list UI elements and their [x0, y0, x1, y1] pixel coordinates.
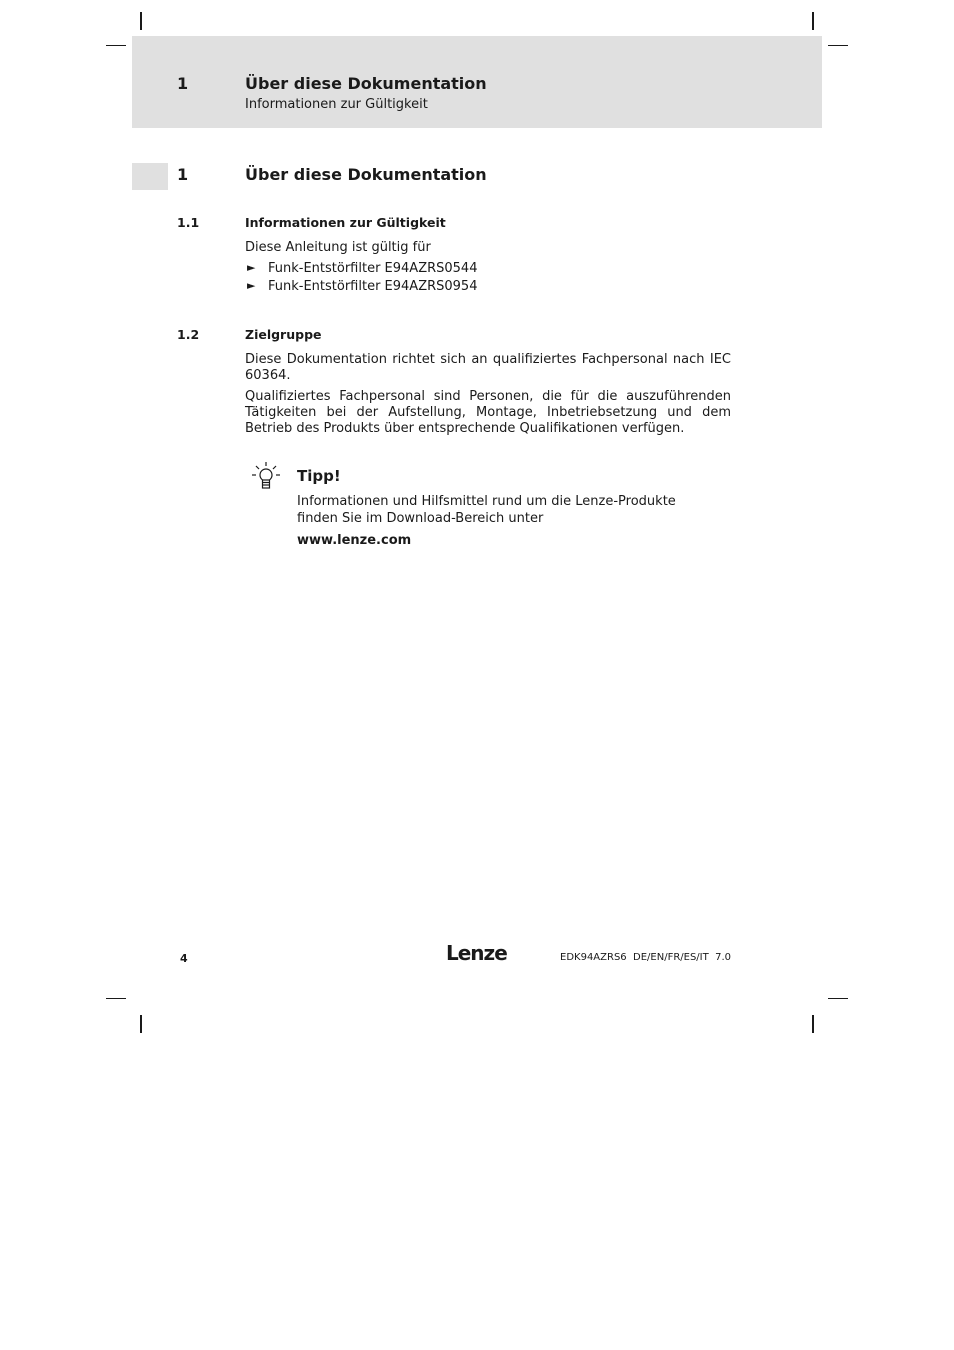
- section-number: 1.2: [177, 327, 200, 342]
- triangle-bullet-icon: ►: [247, 261, 256, 274]
- chapter-number: 1: [177, 165, 189, 184]
- tip-title: Tipp!: [297, 467, 341, 485]
- section-title: Zielgruppe: [245, 327, 322, 342]
- triangle-bullet-icon: ►: [247, 279, 256, 292]
- tip-link[interactable]: www.lenze.com: [297, 533, 412, 548]
- section-intro: Diese Anleitung ist gültig für: [245, 240, 431, 255]
- crop-mark: [812, 12, 814, 30]
- chapter-marker: [132, 163, 168, 190]
- header-subtitle: Informationen zur Gültigkeit: [245, 97, 428, 112]
- header-chapter-number: 1: [177, 74, 189, 93]
- tip-text: Informationen und Hilfsmittel rund um die Lenze-Produkte finden Sie im Download-Bereich unter: [297, 494, 676, 526]
- section-number: 1.1: [177, 215, 200, 230]
- document-id: EDK94AZRS6 DE/EN/FR/ES/IT 7.0: [560, 952, 731, 963]
- crop-mark: [140, 1015, 142, 1033]
- crop-mark: [106, 998, 126, 999]
- page-number: 4: [180, 952, 188, 965]
- paragraph: Diese Dokumentation richtet sich an qualifiziertes Fachpersonal nach IEC 60364.: [245, 352, 731, 383]
- lightbulb-icon: [250, 460, 284, 492]
- lenze-logo: Lenze: [446, 941, 507, 965]
- list-item: ► Funk-Entstörfilter E94AZRS0544: [247, 261, 478, 276]
- section-title: Informationen zur Gültigkeit: [245, 215, 446, 230]
- paragraph: Qualifiziertes Fachpersonal sind Personen, die für die auszuführenden Tätigkeiten bei der Aufstellung, Montage, Inbetriebsetzung und dem Betrieb des Produkts über entsprechende Qualifikationen verfügen.: [245, 389, 731, 436]
- crop-mark: [828, 45, 848, 46]
- header-chapter-title: Über diese Dokumentation: [245, 74, 487, 93]
- chapter-title: Über diese Dokumentation: [245, 165, 487, 184]
- crop-mark: [828, 998, 848, 999]
- crop-mark: [140, 12, 142, 30]
- list-item: ► Funk-Entstörfilter E94AZRS0954: [247, 279, 478, 294]
- crop-mark: [812, 1015, 814, 1033]
- crop-mark: [106, 45, 126, 46]
